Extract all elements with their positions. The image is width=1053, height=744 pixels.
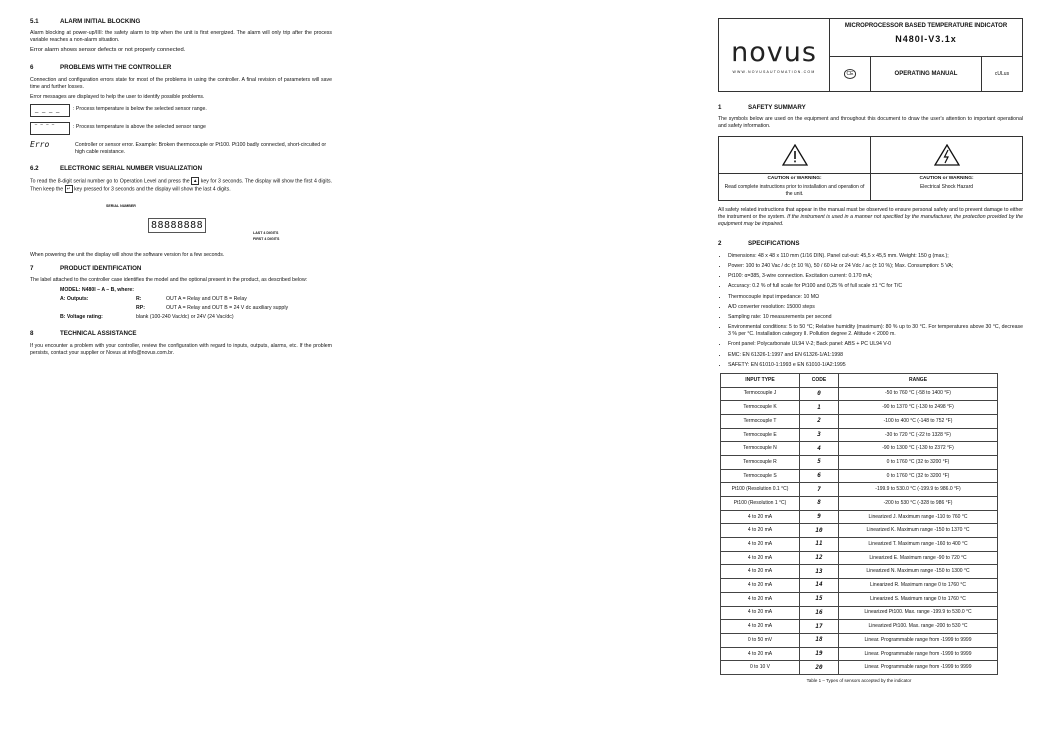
- table-row: [721, 524, 998, 538]
- table-row: [721, 414, 998, 428]
- range-cell: -90 to 1300 °C (-130 to 2372 °F): [839, 442, 998, 456]
- spec-item: • Front panel: Polycarbonate UL94 V-2; Back panel: ABS + PC UL94 V-0: [728, 341, 1023, 348]
- novus-logo: [719, 19, 830, 91]
- logo-word: novus: [731, 37, 817, 69]
- input-type-cell: Termocouple E: [721, 428, 800, 442]
- spec-list: [718, 253, 1023, 369]
- voltage-row: [30, 314, 332, 321]
- code-cell: 8: [800, 497, 839, 511]
- table-row: [721, 551, 998, 565]
- outputs-row: [30, 296, 332, 303]
- table-row: [721, 483, 998, 497]
- input-type-cell: 4 to 20 mA: [721, 510, 800, 524]
- section-heading: [718, 104, 1023, 112]
- code-cell: 0: [800, 387, 839, 401]
- code-cell: 5: [800, 455, 839, 469]
- table-row: [721, 510, 998, 524]
- warning-symbols-box: [718, 136, 1023, 201]
- range-cell: -30 to 720 °C (-22 to 1328 °F): [839, 428, 998, 442]
- table-row: [721, 538, 998, 552]
- left-column: [30, 18, 332, 366]
- header-info: [830, 19, 1022, 91]
- error-text: Process temperature is above the selected sensor range: [75, 123, 206, 130]
- table-row: [721, 565, 998, 579]
- code-cell: 1: [800, 401, 839, 415]
- section-heading: [30, 330, 332, 338]
- voltage-label: B: Voltage rating:: [60, 314, 103, 321]
- ul-mark-icon: cULus: [994, 70, 1010, 77]
- table-row: [721, 497, 998, 511]
- logo-url: WWW.NOVUSAUTOMATION.COM: [732, 69, 816, 74]
- error-row-erro: [30, 140, 332, 156]
- section-product-id: [30, 265, 332, 321]
- first-digits-label: FIRST 4 DIGITS: [253, 236, 280, 241]
- section-title: SAFETY SUMMARY: [748, 104, 806, 111]
- range-cell: -50 to 760 °C (-58 to 1400 °F): [839, 387, 998, 401]
- code-cell: 11: [800, 538, 839, 552]
- spec-item: • Pt100: α=385, 3-wire connection. Excitation current: 0.170 mA;: [728, 273, 1023, 280]
- text: To read the 8-digit serial number go to Operation Level and press the: [30, 178, 190, 185]
- spec-item: • SAFETY: EN 61010-1:1993 e EN 61010-1/A2:1995: [728, 362, 1023, 369]
- section-assistance: [30, 330, 332, 356]
- range-cell: 0 to 1760 °C (32 to 3200 °F): [839, 469, 998, 483]
- option-code: R:: [136, 296, 142, 303]
- section-heading: [30, 265, 332, 273]
- range-cell: Linearized Pt100. Max. range -199.9 to 530.0 °C: [839, 606, 998, 620]
- input-type-cell: 4 to 20 mA: [721, 620, 800, 634]
- outputs-row: [30, 305, 332, 312]
- input-type-cell: 4 to 20 mA: [721, 538, 800, 552]
- range-cell: Linearized E. Maximum range -90 to 720 °C: [839, 551, 998, 565]
- input-type-cell: Termocouple R: [721, 455, 800, 469]
- paragraph: The label attached to the controller case identifies the model and the optional present in the product, as described below:: [30, 277, 308, 284]
- section-heading: [30, 18, 332, 26]
- section-title: ALARM INITIAL BLOCKING: [60, 18, 141, 25]
- input-type-cell: Termocouple J: [721, 387, 800, 401]
- outputs-label: A: Outputs:: [60, 296, 89, 303]
- paragraph: [718, 207, 1023, 228]
- operating-manual-label: OPERATING MANUAL: [870, 57, 982, 91]
- code-cell: 13: [800, 565, 839, 579]
- section-number: 5.1: [30, 18, 39, 25]
- table-row: [721, 592, 998, 606]
- last-digits-label: LAST 4 DIGITS: [253, 230, 279, 235]
- range-cell: -200 to 530 °C (-328 to 986 °F): [839, 497, 998, 511]
- paragraph: If you encounter a problem with your controller, review the configuration with regard to inputs, outputs, alarms, etc. If the problem persists, contact your supplier or Novus at info@novus.com.br.: [30, 342, 332, 356]
- paragraph: Error messages are displayed to help the user to identify possible problems.: [30, 93, 205, 100]
- table-row: [721, 633, 998, 647]
- text: All safety related instructions that appear in the manual must be observed to ensure personal safety and to prevent damage to either the instrument or the system.: [718, 207, 1023, 221]
- code-cell: 15: [800, 592, 839, 606]
- model-text: MODEL: N480I – A – B, where:: [60, 287, 134, 294]
- input-type-cell: 4 to 20 mA: [721, 565, 800, 579]
- warning-general: [719, 137, 870, 200]
- table-row: [721, 647, 998, 661]
- code-cell: 7: [800, 483, 839, 497]
- code-cell: 20: [800, 661, 839, 675]
- table-header-row: [721, 373, 998, 387]
- range-cell: -90 to 1370 °C (-130 to 2498 °F): [839, 401, 998, 415]
- model-row: [30, 287, 332, 294]
- paragraph: Connection and configuration errors state for most of the problems in using the controller. A final revision of parameters will save time and further losses.: [30, 76, 332, 90]
- warning-shock: [870, 137, 1022, 200]
- section-number: 7: [30, 264, 34, 272]
- code-cell: 6: [800, 469, 839, 483]
- error-description: : Process temperature is below the selected sensor range.: [73, 105, 207, 112]
- paragraph: The symbols below are used on the equipment and throughout this document to draw the user's attention to important operational and safety information.: [718, 116, 1023, 130]
- error-row-underrange: [30, 104, 332, 117]
- paragraph: Alarm blocking at power-up/ІІІІ: the safety alarm to trip when the unit is first energized. The alarm will only trip after the process variable reaches a non-alarm situation.: [30, 30, 332, 44]
- shock-hazard-icon: [871, 137, 1022, 174]
- input-type-cell: Pt100 (Resolution 0.1 °C): [721, 483, 800, 497]
- table-row: [721, 620, 998, 634]
- code-cell: 12: [800, 551, 839, 565]
- code-cell: 3: [800, 428, 839, 442]
- input-type-cell: 0 to 50 mV: [721, 633, 800, 647]
- input-type-cell: Termocouple N: [721, 442, 800, 456]
- input-type-cell: 4 to 20 mA: [721, 551, 800, 565]
- warning-text: Electrical Shock Hazard: [919, 183, 974, 190]
- header-bottom: [830, 57, 1022, 91]
- right-column: [718, 18, 1023, 693]
- warning-caption: CAUTION or WARNING:: [767, 176, 822, 182]
- display-overrange-icon: [30, 122, 70, 135]
- product-title: MICROPROCESSOR BASED TEMPERATURE INDICATOR: [844, 23, 1008, 29]
- code-cell: 14: [800, 579, 839, 593]
- up-key-icon: ▲: [193, 178, 198, 183]
- spec-item: • Environmental conditions: 5 to 50 °C; Relative humidity (maximum): 80 % up to 30 °C. For temperatures above 30 °C, decrease 3 % per °C. Installation category II. Pollution degree 2. Altitude < 2000 m.: [728, 324, 1023, 338]
- code-cell: 18: [800, 633, 839, 647]
- section-number: 6.2: [30, 164, 39, 172]
- paragraph: When powering the unit the display will show the software version for a few seconds.: [30, 251, 225, 258]
- input-type-cell: 4 to 20 mA: [721, 579, 800, 593]
- ce-mark-icon: [830, 69, 870, 78]
- paragraph: [30, 177, 332, 194]
- section-serial-number: [30, 165, 332, 259]
- warning-text: Read complete instructions prior to installation and operation of the unit.: [724, 183, 865, 197]
- table-caption: Table 1 – Types of sensors accepted by the indicator: [806, 677, 912, 683]
- error-text: Process temperature is below the selected sensor range.: [75, 105, 207, 112]
- range-cell: -199.9 to 530.0 °C (-199.9 to 986.0 °F): [839, 483, 998, 497]
- spec-item: • EMC: EN 61326-1:1997 and EN 61326-1/A1:1998: [728, 352, 1023, 359]
- code-cell: 16: [800, 606, 839, 620]
- serial-lcd-display: 88888888: [148, 218, 206, 234]
- section-title: ELECTRONIC SERIAL NUMBER VISUALIZATION: [60, 164, 203, 172]
- enter-key-icon: ↵: [65, 185, 73, 193]
- input-type-cell: Pt100 (Resolution 1 °C): [721, 497, 800, 511]
- range-cell: -100 to 400 °C (-148 to 752 °F): [839, 414, 998, 428]
- spec-item: • Accuracy: 0.2 % of full scale for Pt100 and 0,25 % of full scale ±1 °C for T/C: [728, 283, 1023, 290]
- option-code: RP:: [136, 305, 145, 312]
- column-header: INPUT TYPE: [721, 373, 800, 387]
- section-heading: [30, 165, 332, 173]
- display-underrange-icon: [30, 104, 70, 117]
- spec-item: • Dimensions: 48 x 48 x 110 mm (1/16 DIN). Panel cut-out: 45,5 x 45,5 mm. Weight: 150 g (max.);: [728, 253, 1023, 260]
- table-row: [721, 442, 998, 456]
- range-cell: Linearized S. Maximum range 0 to 1760 °C: [839, 592, 998, 606]
- table-row: [721, 661, 998, 675]
- range-cell: Linearized K. Maximum range -150 to 1370 °C: [839, 524, 998, 538]
- section-alarm-blocking: [30, 18, 332, 55]
- text: key pressed for 3 seconds and the display will show the last 4 digits.: [74, 186, 231, 193]
- range-cell: 0 to 1760 °C (32 to 3200 °F): [839, 455, 998, 469]
- range-cell: Linear. Programmable range from -1999 to 9999: [839, 633, 998, 647]
- ce-mark: CE: [844, 69, 857, 79]
- paragraph: Error alarm shows sensor defects or not properly connected.: [30, 47, 186, 54]
- input-type-cell: Termocouple K: [721, 401, 800, 415]
- spec-item: • Sampling rate: 10 measurements per second: [728, 314, 1023, 321]
- section-safety: [718, 104, 1023, 228]
- serial-number-figure: [30, 198, 332, 248]
- range-cell: Linear. Programmable range from -1999 to 9999: [839, 647, 998, 661]
- option-desc: OUT A = Relay and OUT B = 24 V dc auxiliary supply: [166, 305, 289, 312]
- input-type-cell: 0 to 10 V: [721, 661, 800, 675]
- section-number: 8: [30, 330, 34, 338]
- section-title: TECHNICAL ASSISTANCE: [60, 330, 137, 338]
- section-number: 1: [718, 104, 722, 111]
- display-erro-label: Erro: [30, 139, 50, 149]
- voltage-desc: blank (100-240 Vac/dc) or 24V (24 Vac/dc): [136, 314, 234, 321]
- header-title-block: [830, 19, 1022, 57]
- input-type-cell: Termocouple T: [721, 414, 800, 428]
- serial-number-label: SERIAL NUMBER: [106, 203, 136, 208]
- code-cell: 17: [800, 620, 839, 634]
- spec-item: • A/D converter resolution: 15000 steps: [728, 304, 1023, 311]
- input-type-cell: Termocouple S: [721, 469, 800, 483]
- input-type-cell: 4 to 20 mA: [721, 592, 800, 606]
- code-cell: 9: [800, 510, 839, 524]
- table-body: [721, 387, 998, 674]
- warning-triangle-icon: [719, 137, 870, 174]
- error-row-overrange: [30, 122, 332, 135]
- warning-caption: CAUTION or WARNING:: [919, 176, 974, 182]
- option-desc: OUT A = Relay and OUT B = Relay: [166, 296, 247, 303]
- spec-item: • Power: 100 to 240 Vac / dc (± 10 %), 50 / 60 Hz or 24 Vdc / ac (± 10 %); Max. Consumption: 5 VA;: [728, 263, 1023, 270]
- range-cell: Linearized T. Maximum range -160 to 400 °C: [839, 538, 998, 552]
- table-row: [721, 606, 998, 620]
- italic-text: If the instrument is used in a manner not specified by the manufacturer, the protection provided by the equipment may be impaired.: [718, 214, 1023, 228]
- range-cell: Linearized J. Maximum range -110 to 760 °C: [839, 510, 998, 524]
- input-type-cell: 4 to 20 mA: [721, 647, 800, 661]
- table-row: [721, 455, 998, 469]
- range-cell: Linearized R. Maximum range 0 to 1760 °C: [839, 579, 998, 593]
- code-cell: 10: [800, 524, 839, 538]
- code-cell: 2: [800, 414, 839, 428]
- table-row: [721, 401, 998, 415]
- manual-header: [718, 18, 1023, 92]
- spacer: [30, 305, 136, 312]
- section-number: 2: [718, 240, 722, 248]
- section-title: PRODUCT IDENTIFICATION: [60, 264, 142, 272]
- section-problems: [30, 64, 332, 155]
- table-row: [721, 387, 998, 401]
- section-heading: [718, 240, 1023, 248]
- text: key for 3 seconds. The display will show the first 4 digits. Then keep the: [30, 178, 332, 193]
- section-title: SPECIFICATIONS: [748, 240, 800, 248]
- input-type-cell: 4 to 20 mA: [721, 606, 800, 620]
- table-row: [721, 428, 998, 442]
- code-cell: 19: [800, 647, 839, 661]
- table-row: [721, 469, 998, 483]
- input-type-cell: 4 to 20 mA: [721, 524, 800, 538]
- column-header: RANGE: [839, 373, 998, 387]
- range-cell: Linear. Programmable range from -1999 to 9999: [839, 661, 998, 675]
- error-text: Controller or sensor error. Example: Broken thermocouple or Pt100. Pt100 badly connected, short-circuited or high cable resistance.: [75, 141, 327, 155]
- section-heading: [30, 64, 332, 72]
- error-description: : Process temperature is above the selected sensor range: [73, 123, 206, 130]
- section-title: PROBLEMS WITH THE CONTROLLER: [60, 64, 172, 72]
- product-model: N480I-V3.1x: [895, 34, 957, 45]
- range-cell: Linearized N. Maximum range -150 to 1300 °C: [839, 565, 998, 579]
- spec-item: • Thermocouple input impedance: 10 MΩ: [728, 294, 1023, 301]
- column-header: CODE: [800, 373, 839, 387]
- section-specifications: [718, 240, 1023, 684]
- range-cell: Linearized Pt100. Max. range -200 to 530 °C: [839, 620, 998, 634]
- sensor-types-table: [720, 373, 998, 675]
- section-number: 6: [30, 64, 34, 72]
- code-cell: 4: [800, 442, 839, 456]
- table-row: [721, 579, 998, 593]
